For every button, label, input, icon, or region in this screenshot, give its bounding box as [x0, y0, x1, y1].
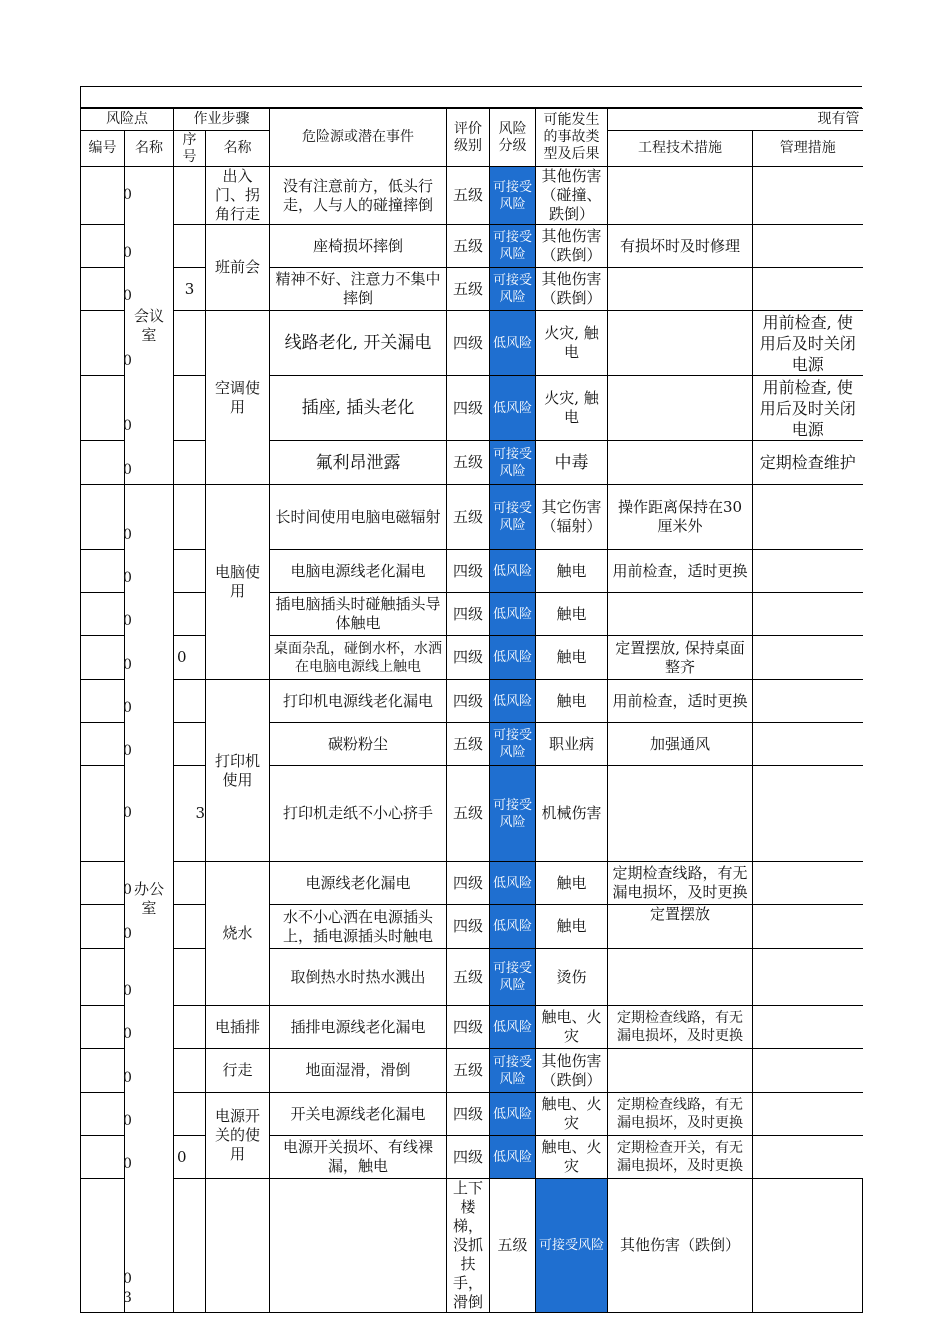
hazard-cell: 碳粉粉尘	[270, 723, 447, 766]
accident-cell: 触电	[536, 862, 608, 905]
header-name: 名称	[125, 131, 174, 167]
level-cell: 五级	[447, 766, 490, 862]
eng-cell	[608, 441, 753, 485]
eng-cell	[608, 766, 753, 862]
accident-cell: 触电、火灾	[536, 1136, 608, 1179]
accident-cell: 触电	[536, 680, 608, 723]
risk-cell: 可接受风险	[490, 268, 536, 311]
hazard-cell: 地面湿滑，滑倒	[270, 1049, 447, 1093]
hazard-cell: 电源线老化漏电	[270, 862, 447, 905]
hazard-cell: 水不小心洒在电源插头上，插电源插头时触电	[270, 905, 447, 949]
level-cell: 四级	[447, 862, 490, 905]
risk-cell: 低风险	[490, 1006, 536, 1049]
risk-cell: 低风险	[490, 1093, 536, 1136]
row-seq	[174, 862, 206, 905]
eng-cell	[608, 376, 753, 441]
mgmt-cell	[753, 268, 863, 311]
header-work-step: 作业步骤	[174, 109, 270, 131]
eng-cell: 定期检查线路，有无漏电损坏，及时更换	[608, 1006, 753, 1049]
row-seq	[174, 311, 206, 376]
level-cell: 五级	[447, 268, 490, 311]
hazard-cell: 氟利昂泄露	[270, 441, 447, 485]
hazard-cell: 插排电源线老化漏电	[270, 1006, 447, 1049]
accident-cell: 触电	[536, 550, 608, 593]
mgmt-cell	[753, 593, 863, 636]
mgmt-cell	[753, 862, 863, 905]
mgmt-cell	[753, 905, 863, 949]
level-cell: 四级	[447, 1093, 490, 1136]
hazard-cell: 取倒热水时热水溅出	[270, 949, 447, 1006]
risk-cell: 低风险	[490, 636, 536, 680]
step-printer: 打印机使用	[206, 680, 270, 862]
hazard-cell: 线路老化, 开关漏电	[270, 311, 447, 376]
header-mgmt: 管理措施	[753, 131, 863, 167]
row-code: 0	[81, 441, 125, 485]
step-meeting: 班前会	[206, 225, 270, 311]
mgmt-cell	[753, 766, 863, 862]
mgmt-cell: 用前检查, 使用后及时关闭电源	[753, 311, 863, 376]
eng-cell: 用前检查，适时更换	[608, 550, 753, 593]
risk-cell: 可接受风险	[490, 949, 536, 1006]
level-cell: 四级	[447, 680, 490, 723]
eng-cell	[608, 1049, 753, 1093]
accident-cell: 火灾, 触电	[536, 311, 608, 376]
step-switch: 电源开关的使用	[206, 1093, 270, 1179]
step-walk-turn: 出入门、拐角行走	[206, 167, 270, 225]
header-eval-level: 评价级别	[447, 109, 490, 167]
row-code: 0	[81, 268, 125, 311]
eng-cell	[608, 167, 753, 225]
accident-cell: 其他伤害（跌倒）	[536, 268, 608, 311]
accident-cell: 火灾, 触电	[536, 376, 608, 441]
eng-cell	[608, 311, 753, 376]
row-code: 0	[81, 766, 125, 862]
hazard-cell: 打印机走纸不小心挤手	[270, 766, 447, 862]
eng-cell	[608, 949, 753, 1006]
row-code: 0	[81, 593, 125, 636]
risk-assessment-sheet	[80, 86, 862, 1311]
risk-cell: 可接受风险	[490, 441, 536, 485]
row-code: 0	[81, 723, 125, 766]
row-code: 0	[81, 1006, 125, 1049]
accident-cell: 其他伤害（跌倒）	[536, 225, 608, 268]
risk-cell: 可接受风险	[490, 485, 536, 550]
row-code: 0	[81, 636, 125, 680]
mgmt-cell	[753, 1136, 863, 1179]
row-seq	[174, 723, 206, 766]
row-seq	[174, 441, 206, 485]
row-code: 0	[81, 1049, 125, 1093]
row-seq: 3	[174, 268, 206, 311]
hazard-cell: 座椅损坏摔倒	[270, 225, 447, 268]
row-seq	[174, 1006, 206, 1049]
hazard-cell: 电源开关损坏、有线裸漏，触电	[270, 1136, 447, 1179]
row-code: 0	[81, 1136, 125, 1179]
risk-cell: 低风险	[490, 593, 536, 636]
hazard-cell: 精神不好、注意力不集中摔倒	[270, 268, 447, 311]
row-code: 0	[81, 485, 125, 550]
eng-cell	[608, 593, 753, 636]
risk-table	[80, 108, 863, 1313]
level-cell: 五级	[447, 485, 490, 550]
eng-cell: 定期检查开关，有无漏电损坏，及时更换	[608, 1136, 753, 1179]
row-code: 03	[81, 1179, 125, 1313]
risk-cell: 可接受风险	[536, 1179, 608, 1313]
mgmt-cell	[753, 1049, 863, 1093]
hazard-cell: 桌面杂乱，碰倒水杯，水洒在电脑电源线上触电	[270, 636, 447, 680]
header-eng: 工程技术措施	[608, 131, 753, 167]
level-cell: 五级	[490, 1179, 536, 1313]
hazard-cell: 开关电源线老化漏电	[270, 1093, 447, 1136]
risk-cell: 低风险	[490, 311, 536, 376]
hazard-cell: 没有注意前方，低头行走，人与人的碰撞摔倒	[270, 167, 447, 225]
header-code: 编号	[81, 131, 125, 167]
accident-cell: 其他伤害（跌倒）	[536, 1049, 608, 1093]
row-seq	[174, 550, 206, 593]
level-cell: 五级	[447, 949, 490, 1006]
row-name-empty	[174, 1179, 206, 1313]
risk-cell: 可接受风险	[490, 766, 536, 862]
level-cell: 五级	[447, 723, 490, 766]
step-boil: 烧水	[206, 862, 270, 1006]
mgmt-cell: 用前检查, 使用后及时关闭电源	[753, 376, 863, 441]
row-code: 0	[81, 949, 125, 1006]
level-cell: 五级	[447, 225, 490, 268]
row-code: 0	[81, 550, 125, 593]
accident-cell: 其他伤害（碰撞、跌倒）	[536, 167, 608, 225]
row-code: 0	[81, 376, 125, 441]
header-existing: 现有管	[608, 109, 863, 131]
row-seq	[174, 680, 206, 723]
header-risk-grade: 风险分级	[490, 109, 536, 167]
risk-cell: 低风险	[490, 862, 536, 905]
row-seq	[174, 905, 206, 949]
level-cell: 四级	[447, 311, 490, 376]
eng-cell: 定置摆放, 保持桌面整齐	[608, 636, 753, 680]
accident-cell: 其他伤害（跌倒）	[608, 1179, 753, 1313]
mgmt-cell	[753, 1006, 863, 1049]
level-cell: 四级	[447, 905, 490, 949]
row-seq: 0	[174, 636, 206, 680]
eng-cell: 定期检查线路，有无漏电损坏，及时更换	[608, 1093, 753, 1136]
eng-cell	[753, 1179, 863, 1313]
row-seq	[174, 167, 206, 225]
row-seq	[174, 225, 206, 268]
step-strip: 电插排	[206, 1006, 270, 1049]
mgmt-cell	[753, 485, 863, 550]
risk-cell: 低风险	[490, 680, 536, 723]
level-cell: 四级	[447, 636, 490, 680]
row-code: 0	[81, 1093, 125, 1136]
accident-cell: 触电	[536, 636, 608, 680]
risk-cell: 低风险	[490, 550, 536, 593]
hazard-cell: 上下楼梯，没抓扶手，滑倒	[447, 1179, 490, 1313]
mgmt-cell	[753, 949, 863, 1006]
level-cell: 五级	[447, 1049, 490, 1093]
mgmt-cell	[753, 167, 863, 225]
eng-cell	[608, 268, 753, 311]
risk-cell: 低风险	[490, 1136, 536, 1179]
mgmt-cell	[753, 1093, 863, 1136]
risk-cell: 可接受风险	[490, 723, 536, 766]
header-hazard: 危险源或潜在事件	[270, 109, 447, 167]
row-code: 0	[81, 167, 125, 225]
risk-cell: 低风险	[490, 376, 536, 441]
row-code: 0	[81, 225, 125, 268]
eng-cell: 定置摆放	[608, 905, 753, 949]
eng-cell: 操作距离保持在30厘米外	[608, 485, 753, 550]
row-seq: 3	[174, 766, 206, 862]
step-pc: 电脑使用	[206, 485, 270, 680]
accident-cell: 中毒	[536, 441, 608, 485]
eng-cell: 有损坏时及时修理	[608, 225, 753, 268]
accident-cell: 触电、火灾	[536, 1006, 608, 1049]
level-cell: 四级	[447, 550, 490, 593]
row-seq: 0	[174, 1136, 206, 1179]
mgmt-cell: 定期检查维护	[753, 441, 863, 485]
accident-cell: 触电	[536, 593, 608, 636]
level-cell: 五级	[447, 167, 490, 225]
row-seq	[206, 1179, 270, 1313]
hazard-cell: 打印机电源线老化漏电	[270, 680, 447, 723]
level-cell: 四级	[447, 376, 490, 441]
title-bar	[80, 86, 862, 108]
accident-cell: 机械伤害	[536, 766, 608, 862]
eng-cell: 用前检查，适时更换	[608, 680, 753, 723]
accident-cell: 触电	[536, 905, 608, 949]
row-seq	[174, 485, 206, 550]
row-code: 0	[81, 680, 125, 723]
row-code: 0	[81, 905, 125, 949]
hazard-cell: 电脑电源线老化漏电	[270, 550, 447, 593]
eng-cell: 定期检查线路，有无漏电损坏，及时更换	[608, 862, 753, 905]
step-walk: 行走	[206, 1049, 270, 1093]
risk-cell: 低风险	[490, 905, 536, 949]
level-cell: 四级	[447, 1006, 490, 1049]
step-ac: 空调使用	[206, 311, 270, 485]
header-seq: 序号	[174, 131, 206, 167]
eng-cell: 加强通风	[608, 723, 753, 766]
hazard-cell: 插座, 插头老化	[270, 376, 447, 441]
accident-cell: 触电、火灾	[536, 1093, 608, 1136]
mgmt-cell	[753, 636, 863, 680]
level-cell: 五级	[447, 441, 490, 485]
row-seq	[174, 1049, 206, 1093]
mgmt-cell	[753, 225, 863, 268]
level-cell: 四级	[447, 1136, 490, 1179]
header-risk-point: 风险点	[81, 109, 174, 131]
group-office: 办公室	[125, 485, 174, 1313]
accident-cell: 职业病	[536, 723, 608, 766]
group-meeting-room: 会议室	[125, 167, 174, 485]
risk-cell: 可接受风险	[490, 167, 536, 225]
risk-cell: 可接受风险	[490, 225, 536, 268]
row-seq	[174, 1093, 206, 1136]
hazard-cell: 插电脑插头时碰触插头导体触电	[270, 593, 447, 636]
risk-cell: 可接受风险	[490, 1049, 536, 1093]
row-seq	[174, 376, 206, 441]
accident-cell: 其它伤害（辐射）	[536, 485, 608, 550]
row-seq	[174, 949, 206, 1006]
row-code: 0	[81, 862, 125, 905]
header-accident: 可能发生的事故类型及后果	[536, 109, 608, 167]
accident-cell: 烫伤	[536, 949, 608, 1006]
row-seq	[174, 593, 206, 636]
level-cell: 四级	[447, 593, 490, 636]
mgmt-cell	[753, 680, 863, 723]
row-step-empty	[270, 1179, 447, 1313]
row-code: 0	[81, 311, 125, 376]
hazard-cell: 长时间使用电脑电磁辐射	[270, 485, 447, 550]
mgmt-cell	[753, 723, 863, 766]
mgmt-cell	[753, 550, 863, 593]
header-step-name: 名称	[206, 131, 270, 167]
